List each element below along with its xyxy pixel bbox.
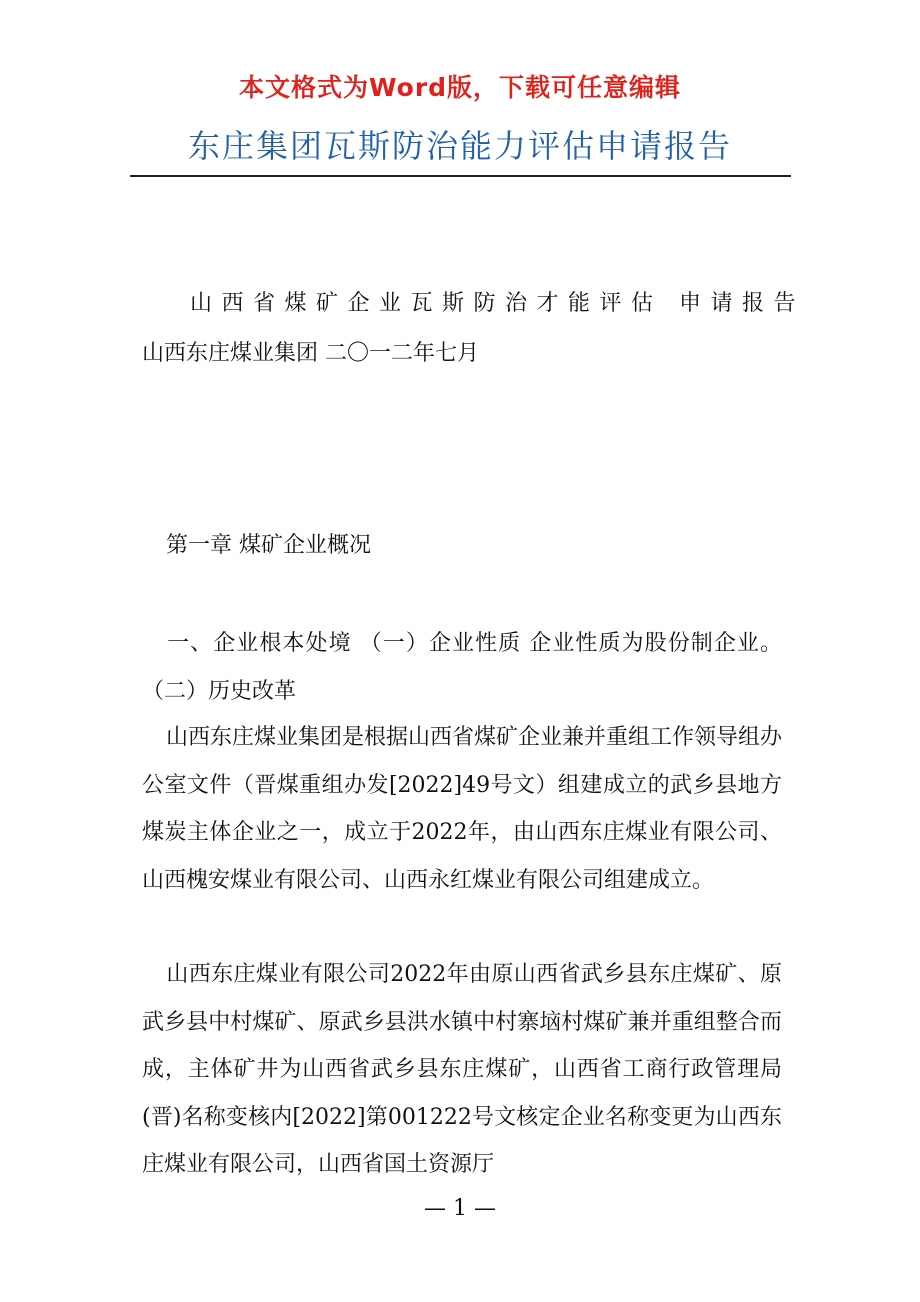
paragraph-2-text: 山西东庄煤业集团是根据山西省煤矿企业兼并重组工作领导组办公室文件（晋煤重组办发[2022]49号文）组建成立的武乡县地方煤炭主体企业之一，成立于2022年，由山西东庄煤业有限公司、山西槐安煤业有限公司、山西永红煤业有限公司组建成立。 [142,725,783,893]
title-divider [130,175,791,177]
paragraph-3-text: 山西东庄煤业有限公司2022年由原山西省武乡县东庄煤矿、原武乡县中村煤矿、原武乡县洪水镇中村寨垴村煤矿兼并重组整合而成，主体矿井为山西省武乡县东庄煤矿，山西省工商行政管理局(晋)名称变核内[2022]第001222号文核定企业名称变更为山西东庄煤业有限公司，山西省国土资源厅 [142,962,782,1177]
paragraph-3 [142,951,782,1189]
document-title: 东庄集团瓦斯防治能力评估申请报告 [187,127,732,165]
paragraph-1-text: 一、企业根本处境 （一）企业性质 企业性质为股份制企业。 （二）历史改革 [142,631,782,704]
cover-line-2: 山西东庄煤业集团 二〇一二年七月 [142,341,479,366]
paragraph-1 [142,620,782,715]
paragraph-2 [142,714,782,904]
download-notice: 本文格式为Word版，下载可任意编辑 [238,73,682,102]
chapter-heading: 第一章 煤矿企业概况 [166,533,371,558]
page-number: — 1 — [424,1196,496,1221]
cover-line-1: 山西省煤矿企业瓦斯防治才能评估 申请报告 [190,291,805,316]
